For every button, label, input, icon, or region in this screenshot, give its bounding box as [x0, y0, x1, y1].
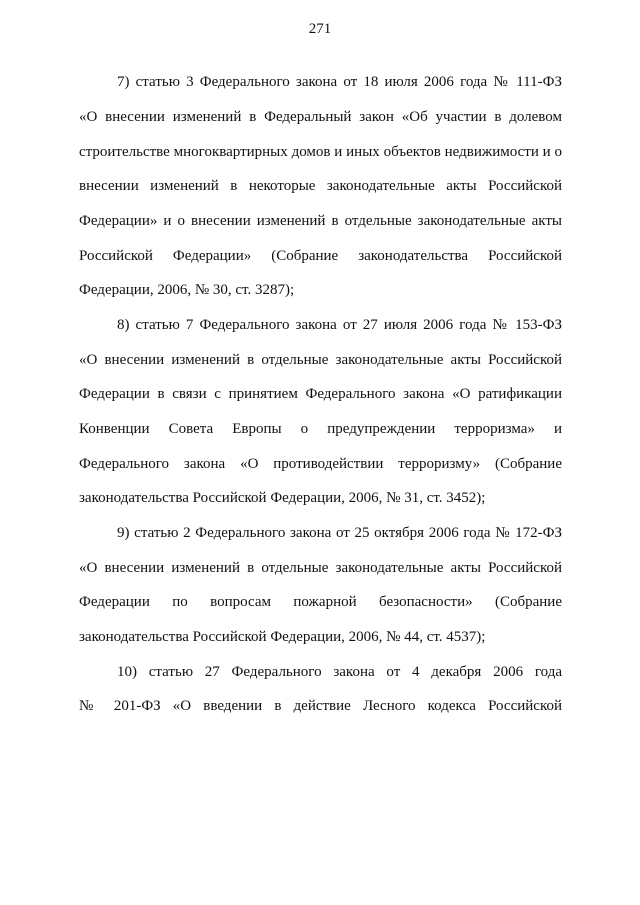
paragraph-7-line-2: «О внесении изменений в Федеральный закон «Об участии в долевом — [79, 109, 562, 125]
paragraph-8-line-6: законодательства Российской Федерации, 2006, № 31, ст. 3452); — [79, 490, 486, 506]
paragraph-9-line-3: Федерации по вопросам пожарной безопасности» (Собрание — [79, 594, 562, 610]
paragraph-8-line-3: Федерации в связи с принятием Федерального закона «О ратификации — [79, 386, 562, 402]
paragraph-10-line-1: 10) статью 27 Федерального закона от 4 декабря 2006 года — [117, 664, 562, 680]
paragraph-9-line-2: «О внесении изменений в отдельные законодательные акты Российской — [79, 560, 562, 576]
paragraph-7-line-1: 7) статью 3 Федерального закона от 18 июля 2006 года № 111-ФЗ — [117, 74, 562, 90]
paragraph-9-line-1: 9) статью 2 Федерального закона от 25 октября 2006 года № 172-ФЗ — [117, 525, 562, 541]
paragraph-10-line-2: № 201-ФЗ «О введении в действие Лесного кодекса Российской — [79, 698, 562, 714]
paragraph-7-line-4: внесении изменений в некоторые законодательные акты Российской — [79, 178, 562, 194]
paragraph-8-line-2: «О внесении изменений в отдельные законодательные акты Российской — [79, 352, 562, 368]
paragraph-7-line-6: Российской Федерации» (Собрание законодательства Российской — [79, 248, 562, 264]
paragraph-7-line-7: Федерации, 2006, № 30, ст. 3287); — [79, 282, 295, 298]
paragraph-7-line-5: Федерации» и о внесении изменений в отдельные законодательные акты — [79, 213, 562, 229]
paragraph-9-line-4: законодательства Российской Федерации, 2006, № 44, ст. 4537); — [79, 629, 486, 645]
paragraph-8-line-4: Конвенции Совета Европы о предупреждении терроризма» и — [79, 421, 562, 437]
paragraph-8-line-1: 8) статью 7 Федерального закона от 27 июля 2006 года № 153-ФЗ — [117, 317, 562, 333]
page-number: 271 — [308, 21, 332, 37]
paragraph-8-line-5: Федерального закона «О противодействии терроризму» (Собрание — [79, 456, 562, 472]
paragraph-7-line-3: строительстве многоквартирных домов и иных объектов недвижимости и о — [79, 144, 562, 160]
